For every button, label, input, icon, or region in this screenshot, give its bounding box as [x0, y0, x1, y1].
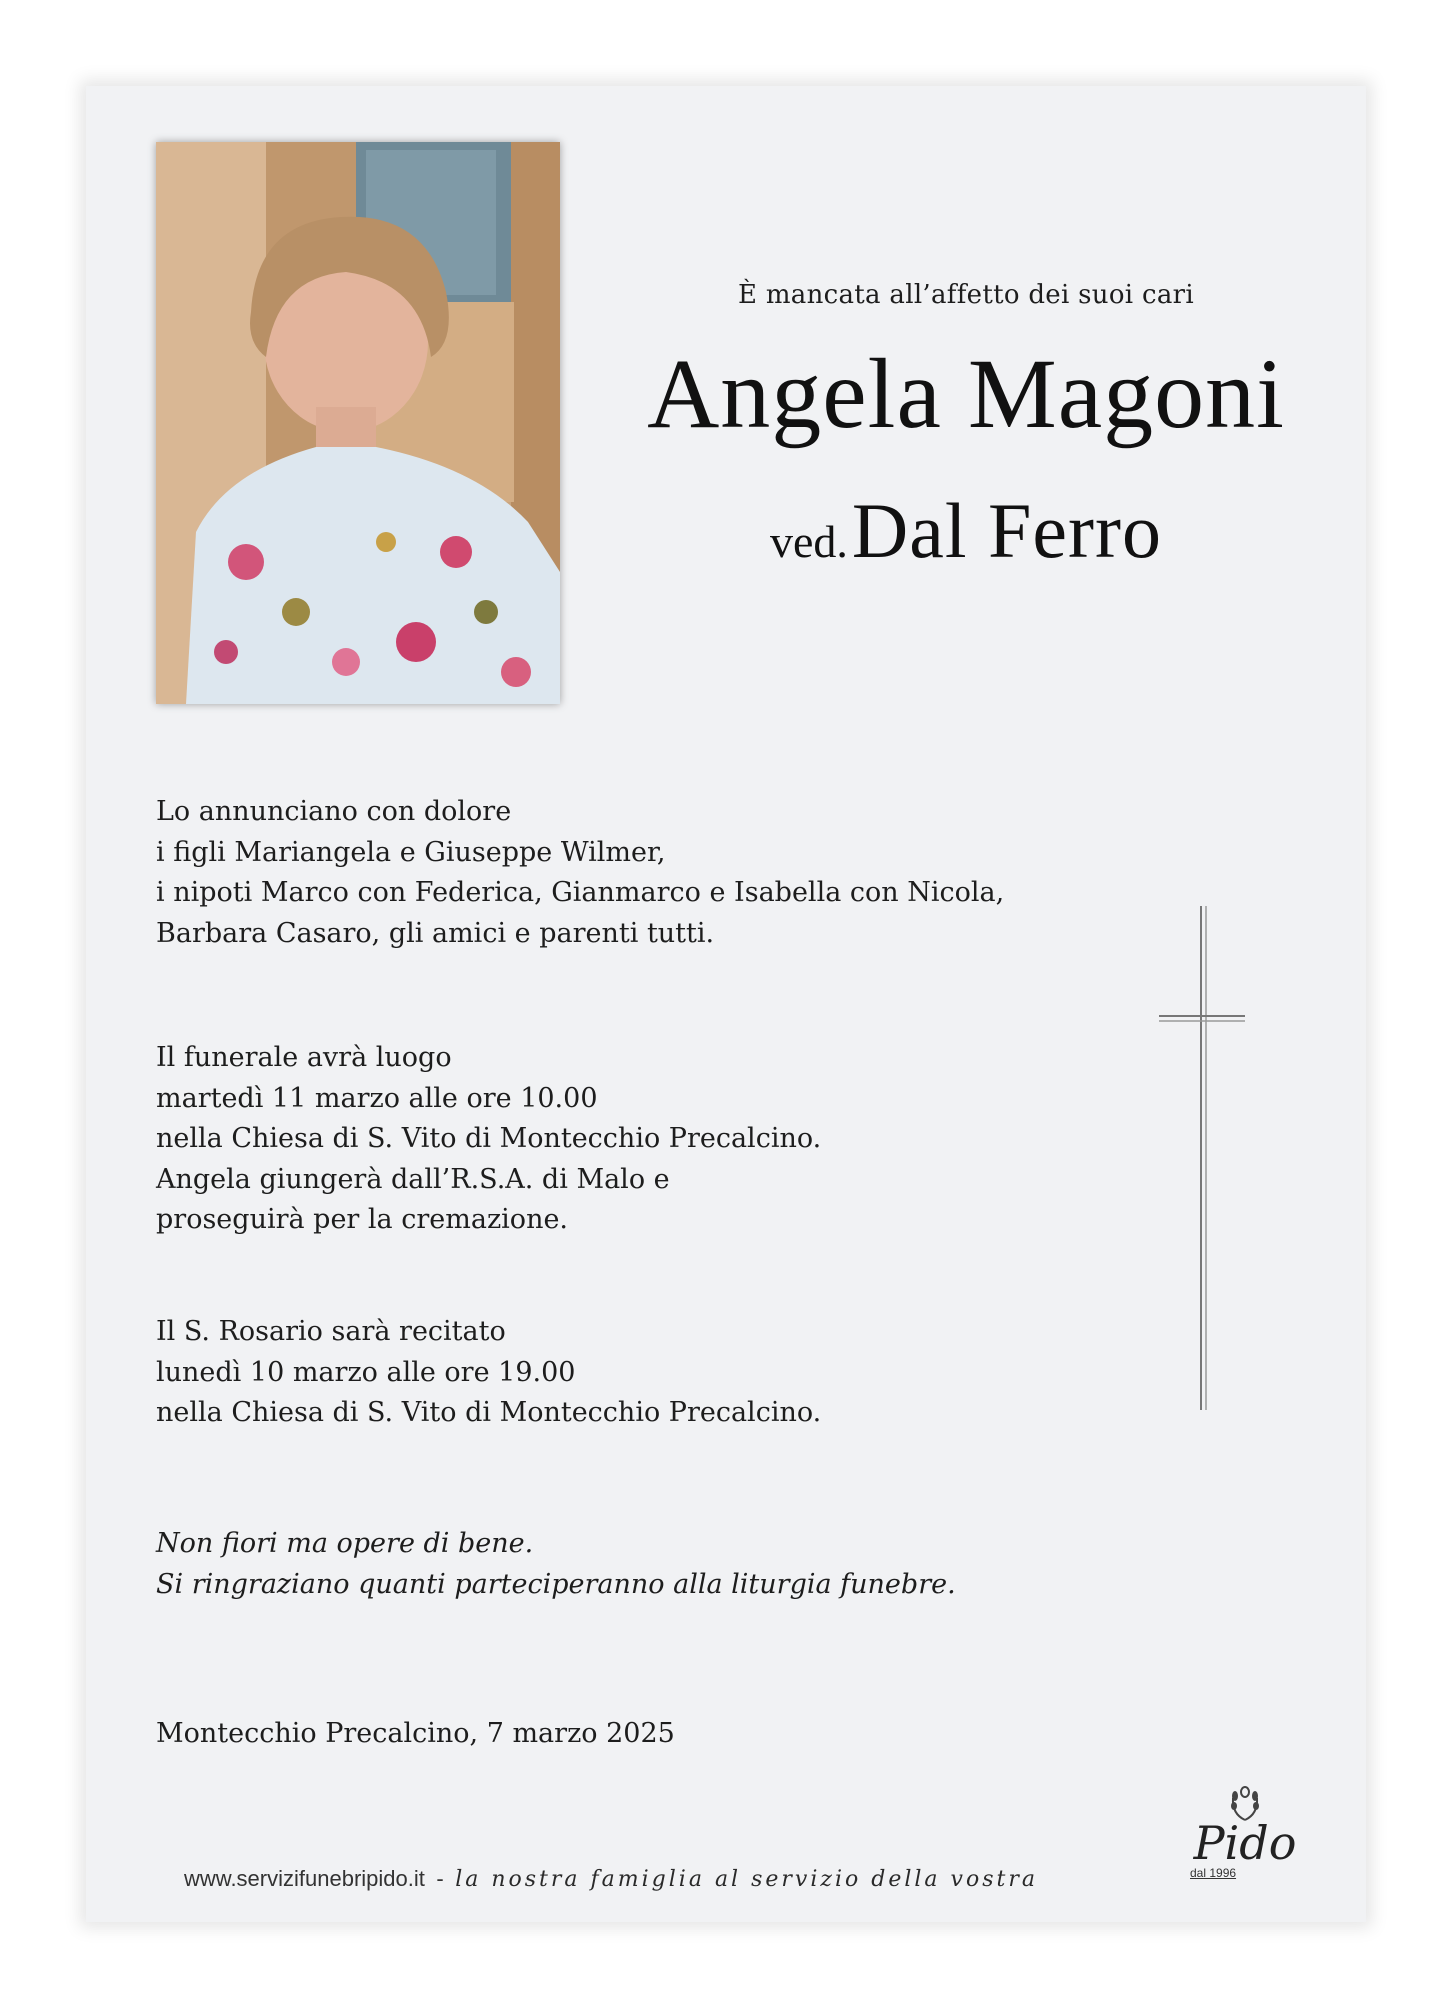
rosary-line: nella Chiesa di S. Vito di Montecchio Precalcino.	[156, 1397, 822, 1428]
rosary-line: Il S. Rosario sarà recitato	[156, 1316, 506, 1347]
funeral-line: Angela giungerà dall’R.S.A. di Malo e	[156, 1163, 670, 1195]
portrait-photo	[156, 142, 560, 704]
funeral-block	[156, 1038, 821, 1241]
company-logo	[1180, 1786, 1310, 1896]
company-name: Pido	[1193, 1816, 1297, 1870]
place-date: Montecchio Precalcino, 7 marzo 2025	[156, 1718, 675, 1749]
married-surname: Dal Ferro	[851, 487, 1162, 574]
married-prefix: ved.	[770, 516, 848, 567]
announcement-line: i nipoti Marco con Federica, Gianmarco e Isabella con Nicola,	[156, 877, 1005, 908]
deceased-name: Angela Magoni	[647, 338, 1285, 449]
announcement-line: i figli Mariangela e Giuseppe Wilmer,	[156, 836, 666, 868]
funeral-line: martedì 11 marzo alle ore 10.00	[156, 1082, 598, 1114]
website-link[interactable]: www.servizifunebripido.it	[184, 1866, 425, 1891]
rosary-line: lunedì 10 marzo alle ore 19.00	[156, 1356, 576, 1388]
cross-icon	[1159, 906, 1249, 1410]
closing-line: Non fiori ma opere di bene.	[156, 1528, 534, 1559]
obituary-card	[86, 86, 1366, 1922]
intro-text: È mancata all’affetto dei suoi cari	[737, 280, 1194, 310]
announcement-line: Lo annunciano con dolore	[156, 796, 512, 827]
announcement-line: Barbara Casaro, gli amici e parenti tutti.	[156, 917, 715, 949]
closing-line: Si ringraziano quanti parteciperanno alla liturgia funebre.	[156, 1568, 956, 1600]
funeral-line: nella Chiesa di S. Vito di Montecchio Precalcino.	[156, 1123, 822, 1154]
company-since: dal 1996	[1190, 1866, 1237, 1880]
footer	[184, 1866, 1038, 1892]
portrait-image	[156, 142, 560, 704]
closing-block	[156, 1524, 956, 1605]
footer-motto: la nostra famiglia al servizio della vostra	[455, 1867, 1038, 1892]
footer-separator: -	[436, 1866, 444, 1891]
announcement-block	[156, 792, 1004, 954]
funeral-line: Il funerale avrà luogo	[156, 1042, 452, 1073]
funeral-line: proseguirà per la cremazione.	[156, 1204, 569, 1235]
married-name-line	[616, 486, 1316, 576]
rosary-block	[156, 1312, 821, 1434]
